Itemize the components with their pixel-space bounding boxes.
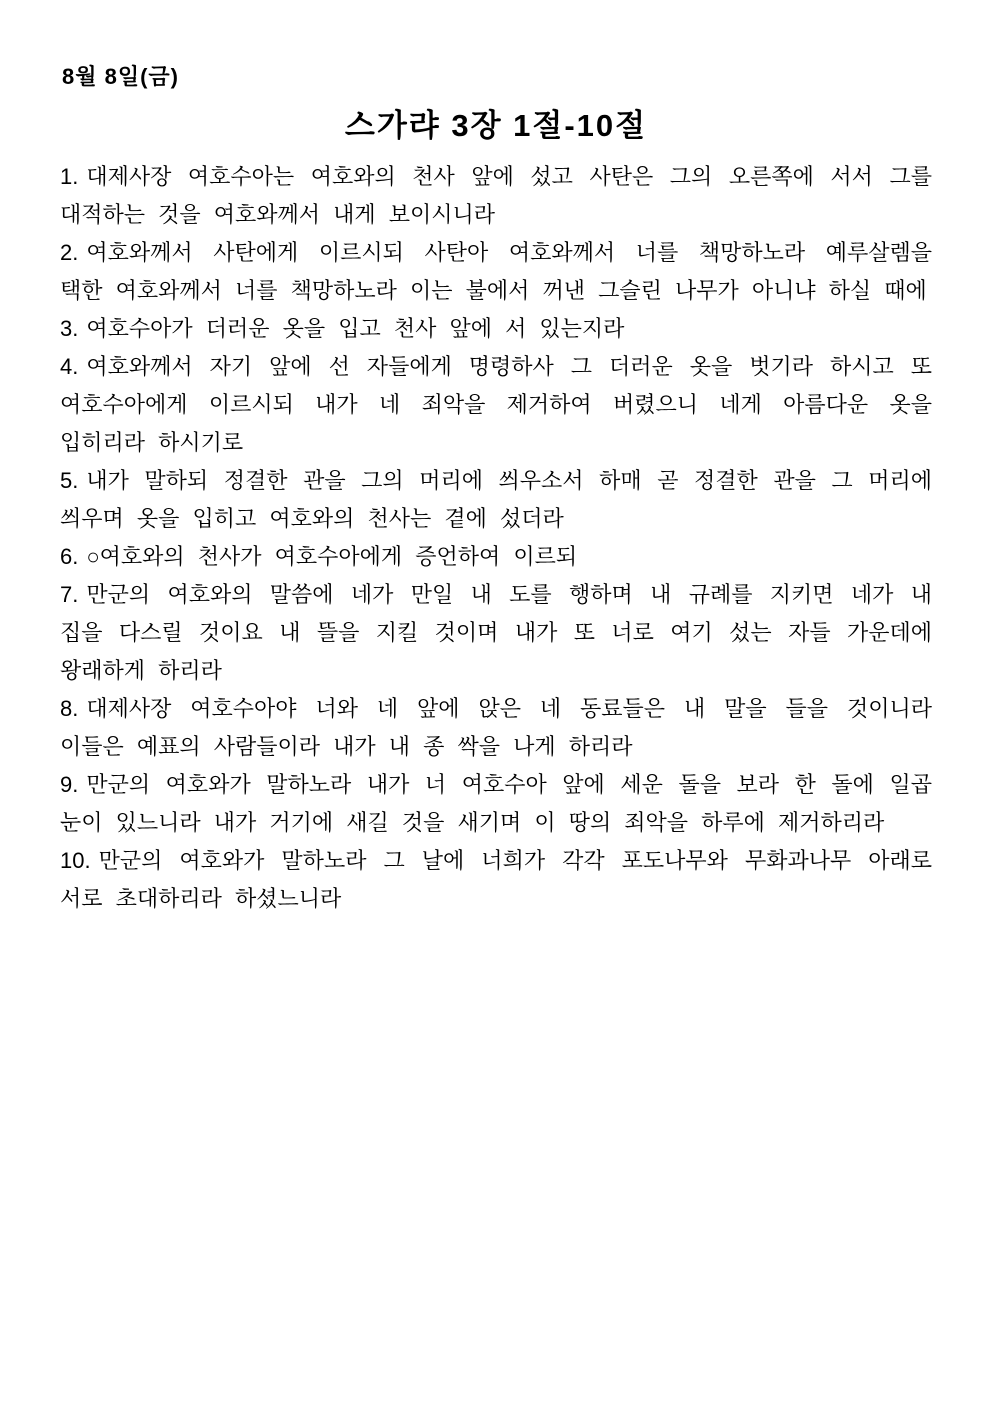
verse-5 xyxy=(60,462,932,538)
verse-6-number: 6. xyxy=(60,544,79,569)
verse-3-number: 3. xyxy=(60,316,79,341)
verse-7-number: 7. xyxy=(60,582,79,607)
verse-6-text: ○여호와의 천사가 여호수아에게 증언하여 이르되 xyxy=(86,544,578,569)
verse-8 xyxy=(60,690,932,766)
verse-9-number: 9. xyxy=(60,772,79,797)
verse-8-number: 8. xyxy=(60,696,79,721)
verse-4-text: 여호와께서 자기 앞에 선 자들에게 명령하사 그 더러운 옷을 벗기라 하시고 또 여호수아에게 이르시되 내가 네 죄악을 제거하여 버렸으니 네게 아름다운 옷을 입히리라 하시기로 xyxy=(60,354,932,455)
verse-4-number: 4. xyxy=(60,354,79,379)
verse-1-number: 1. xyxy=(60,164,79,189)
verse-10-number: 10. xyxy=(60,848,91,873)
verse-6 xyxy=(60,538,932,576)
verse-1-text: 대제사장 여호수아는 여호와의 천사 앞에 섰고 사탄은 그의 오른쪽에 서서 그를 대적하는 것을 여호와께서 내게 보이시니라 xyxy=(60,164,932,227)
verse-1 xyxy=(60,158,932,234)
verse-list xyxy=(60,158,932,918)
verse-7 xyxy=(60,576,932,690)
verse-2 xyxy=(60,234,932,310)
verse-2-text: 여호와께서 사탄에게 이르시되 사탄아 여호와께서 너를 책망하노라 예루살렘을 택한 여호와께서 너를 책망하노라 이는 불에서 꺼낸 그슬린 나무가 아니냐 하실 때에 xyxy=(60,240,932,303)
verse-3 xyxy=(60,310,932,348)
verse-10-text: 만군의 여호와가 말하노라 그 날에 너희가 각각 포도나무와 무화과나무 아래로 서로 초대하리라 하셨느니라 xyxy=(60,848,932,911)
verse-5-number: 5. xyxy=(60,468,79,493)
verse-10 xyxy=(60,842,932,918)
date-heading: 8월 8일(금) xyxy=(62,64,179,89)
verse-7-text: 만군의 여호와의 말씀에 네가 만일 내 도를 행하며 내 규례를 지키면 네가 내 집을 다스릴 것이요 내 뜰을 지킬 것이며 내가 또 너로 여기 섰는 자들 가운데에 왕래하게 하리라 xyxy=(60,582,932,683)
passage-title: 스가랴 3장 1절-10절 xyxy=(344,108,648,143)
verse-2-number: 2. xyxy=(60,240,79,265)
verse-5-text: 내가 말하되 정결한 관을 그의 머리에 씌우소서 하매 곧 정결한 관을 그 머리에 씌우며 옷을 입히고 여호와의 천사는 곁에 섰더라 xyxy=(60,468,932,531)
verse-8-text: 대제사장 여호수아야 너와 네 앞에 앉은 네 동료들은 내 말을 들을 것이니라 이들은 예표의 사람들이라 내가 내 종 싹을 나게 하리라 xyxy=(60,696,932,759)
verse-9 xyxy=(60,766,932,842)
verse-4 xyxy=(60,348,932,462)
verse-9-text: 만군의 여호와가 말하노라 내가 너 여호수아 앞에 세운 돌을 보라 한 돌에 일곱 눈이 있느니라 내가 거기에 새길 것을 새기며 이 땅의 죄악을 하루에 제거하리라 xyxy=(60,772,932,835)
verse-3-text: 여호수아가 더러운 옷을 입고 천사 앞에 서 있는지라 xyxy=(86,316,625,341)
